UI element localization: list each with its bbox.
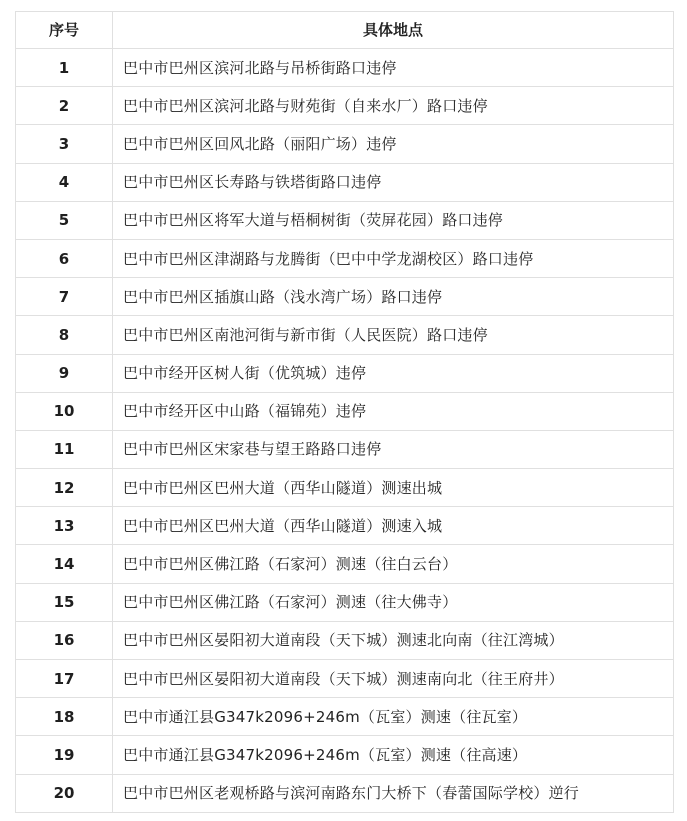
table-row	[16, 469, 674, 507]
row-index: 11	[16, 430, 113, 468]
row-location: 巴中市经开区树人街（优筑城）违停	[113, 354, 674, 392]
row-index: 17	[16, 660, 113, 698]
row-location: 巴中市巴州区津湖路与龙腾街（巴中中学龙湖校区）路口违停	[113, 239, 674, 277]
row-location: 巴中市巴州区晏阳初大道南段（天下城）测速南向北（往王府井）	[113, 660, 674, 698]
row-index: 16	[16, 621, 113, 659]
table-row	[16, 507, 674, 545]
table-row	[16, 163, 674, 201]
table-row	[16, 201, 674, 239]
table-row	[16, 87, 674, 125]
header-location: 具体地点	[113, 12, 674, 49]
table-row	[16, 125, 674, 163]
row-location: 巴中市经开区中山路（福锦苑）违停	[113, 392, 674, 430]
row-index: 19	[16, 736, 113, 774]
table-row	[16, 239, 674, 277]
table-row	[16, 278, 674, 316]
table-row	[16, 621, 674, 659]
row-index: 4	[16, 163, 113, 201]
table-row	[16, 660, 674, 698]
row-location: 巴中市巴州区滨河北路与吊桥街路口违停	[113, 49, 674, 87]
table-body	[16, 49, 674, 813]
table-row	[16, 583, 674, 621]
document-table-container	[15, 11, 674, 813]
row-index: 12	[16, 469, 113, 507]
row-index: 10	[16, 392, 113, 430]
row-index: 15	[16, 583, 113, 621]
row-location: 巴中市巴州区佛江路（石家河）测速（往大佛寺）	[113, 583, 674, 621]
header-index: 序号	[16, 12, 113, 49]
table-row	[16, 354, 674, 392]
row-location: 巴中市巴州区长寿路与铁塔街路口违停	[113, 163, 674, 201]
row-location: 巴中市巴州区老观桥路与滨河南路东门大桥下（春蕾国际学校）逆行	[113, 774, 674, 812]
table-row	[16, 545, 674, 583]
table-row	[16, 316, 674, 354]
table-row	[16, 698, 674, 736]
table-row	[16, 774, 674, 812]
table-header	[16, 12, 674, 49]
table-row	[16, 49, 674, 87]
row-location: 巴中市巴州区巴州大道（西华山隧道）测速出城	[113, 469, 674, 507]
row-location: 巴中市巴州区宋家巷与望王路路口违停	[113, 430, 674, 468]
location-table	[15, 11, 674, 813]
row-location: 巴中市通江县G347k2096+246m（瓦室）测速（往瓦室）	[113, 698, 674, 736]
row-index: 3	[16, 125, 113, 163]
table-row	[16, 736, 674, 774]
row-location: 巴中市巴州区巴州大道（西华山隧道）测速入城	[113, 507, 674, 545]
table-row	[16, 430, 674, 468]
row-location: 巴中市巴州区滨河北路与财苑街（自来水厂）路口违停	[113, 87, 674, 125]
row-location: 巴中市通江县G347k2096+246m（瓦室）测速（往高速）	[113, 736, 674, 774]
row-location: 巴中市巴州区南池河街与新市街（人民医院）路口违停	[113, 316, 674, 354]
row-index: 18	[16, 698, 113, 736]
header-row	[16, 12, 674, 49]
row-location: 巴中市巴州区将军大道与梧桐树街（荧屏花园）路口违停	[113, 201, 674, 239]
row-index: 7	[16, 278, 113, 316]
row-index: 20	[16, 774, 113, 812]
row-index: 14	[16, 545, 113, 583]
row-index: 8	[16, 316, 113, 354]
row-location: 巴中市巴州区插旗山路（浅水湾广场）路口违停	[113, 278, 674, 316]
row-location: 巴中市巴州区晏阳初大道南段（天下城）测速北向南（往江湾城）	[113, 621, 674, 659]
row-index: 13	[16, 507, 113, 545]
row-location: 巴中市巴州区佛江路（石家河）测速（往白云台）	[113, 545, 674, 583]
row-location: 巴中市巴州区回风北路（丽阳广场）违停	[113, 125, 674, 163]
row-index: 6	[16, 239, 113, 277]
row-index: 2	[16, 87, 113, 125]
row-index: 1	[16, 49, 113, 87]
row-index: 5	[16, 201, 113, 239]
row-index: 9	[16, 354, 113, 392]
table-row	[16, 392, 674, 430]
